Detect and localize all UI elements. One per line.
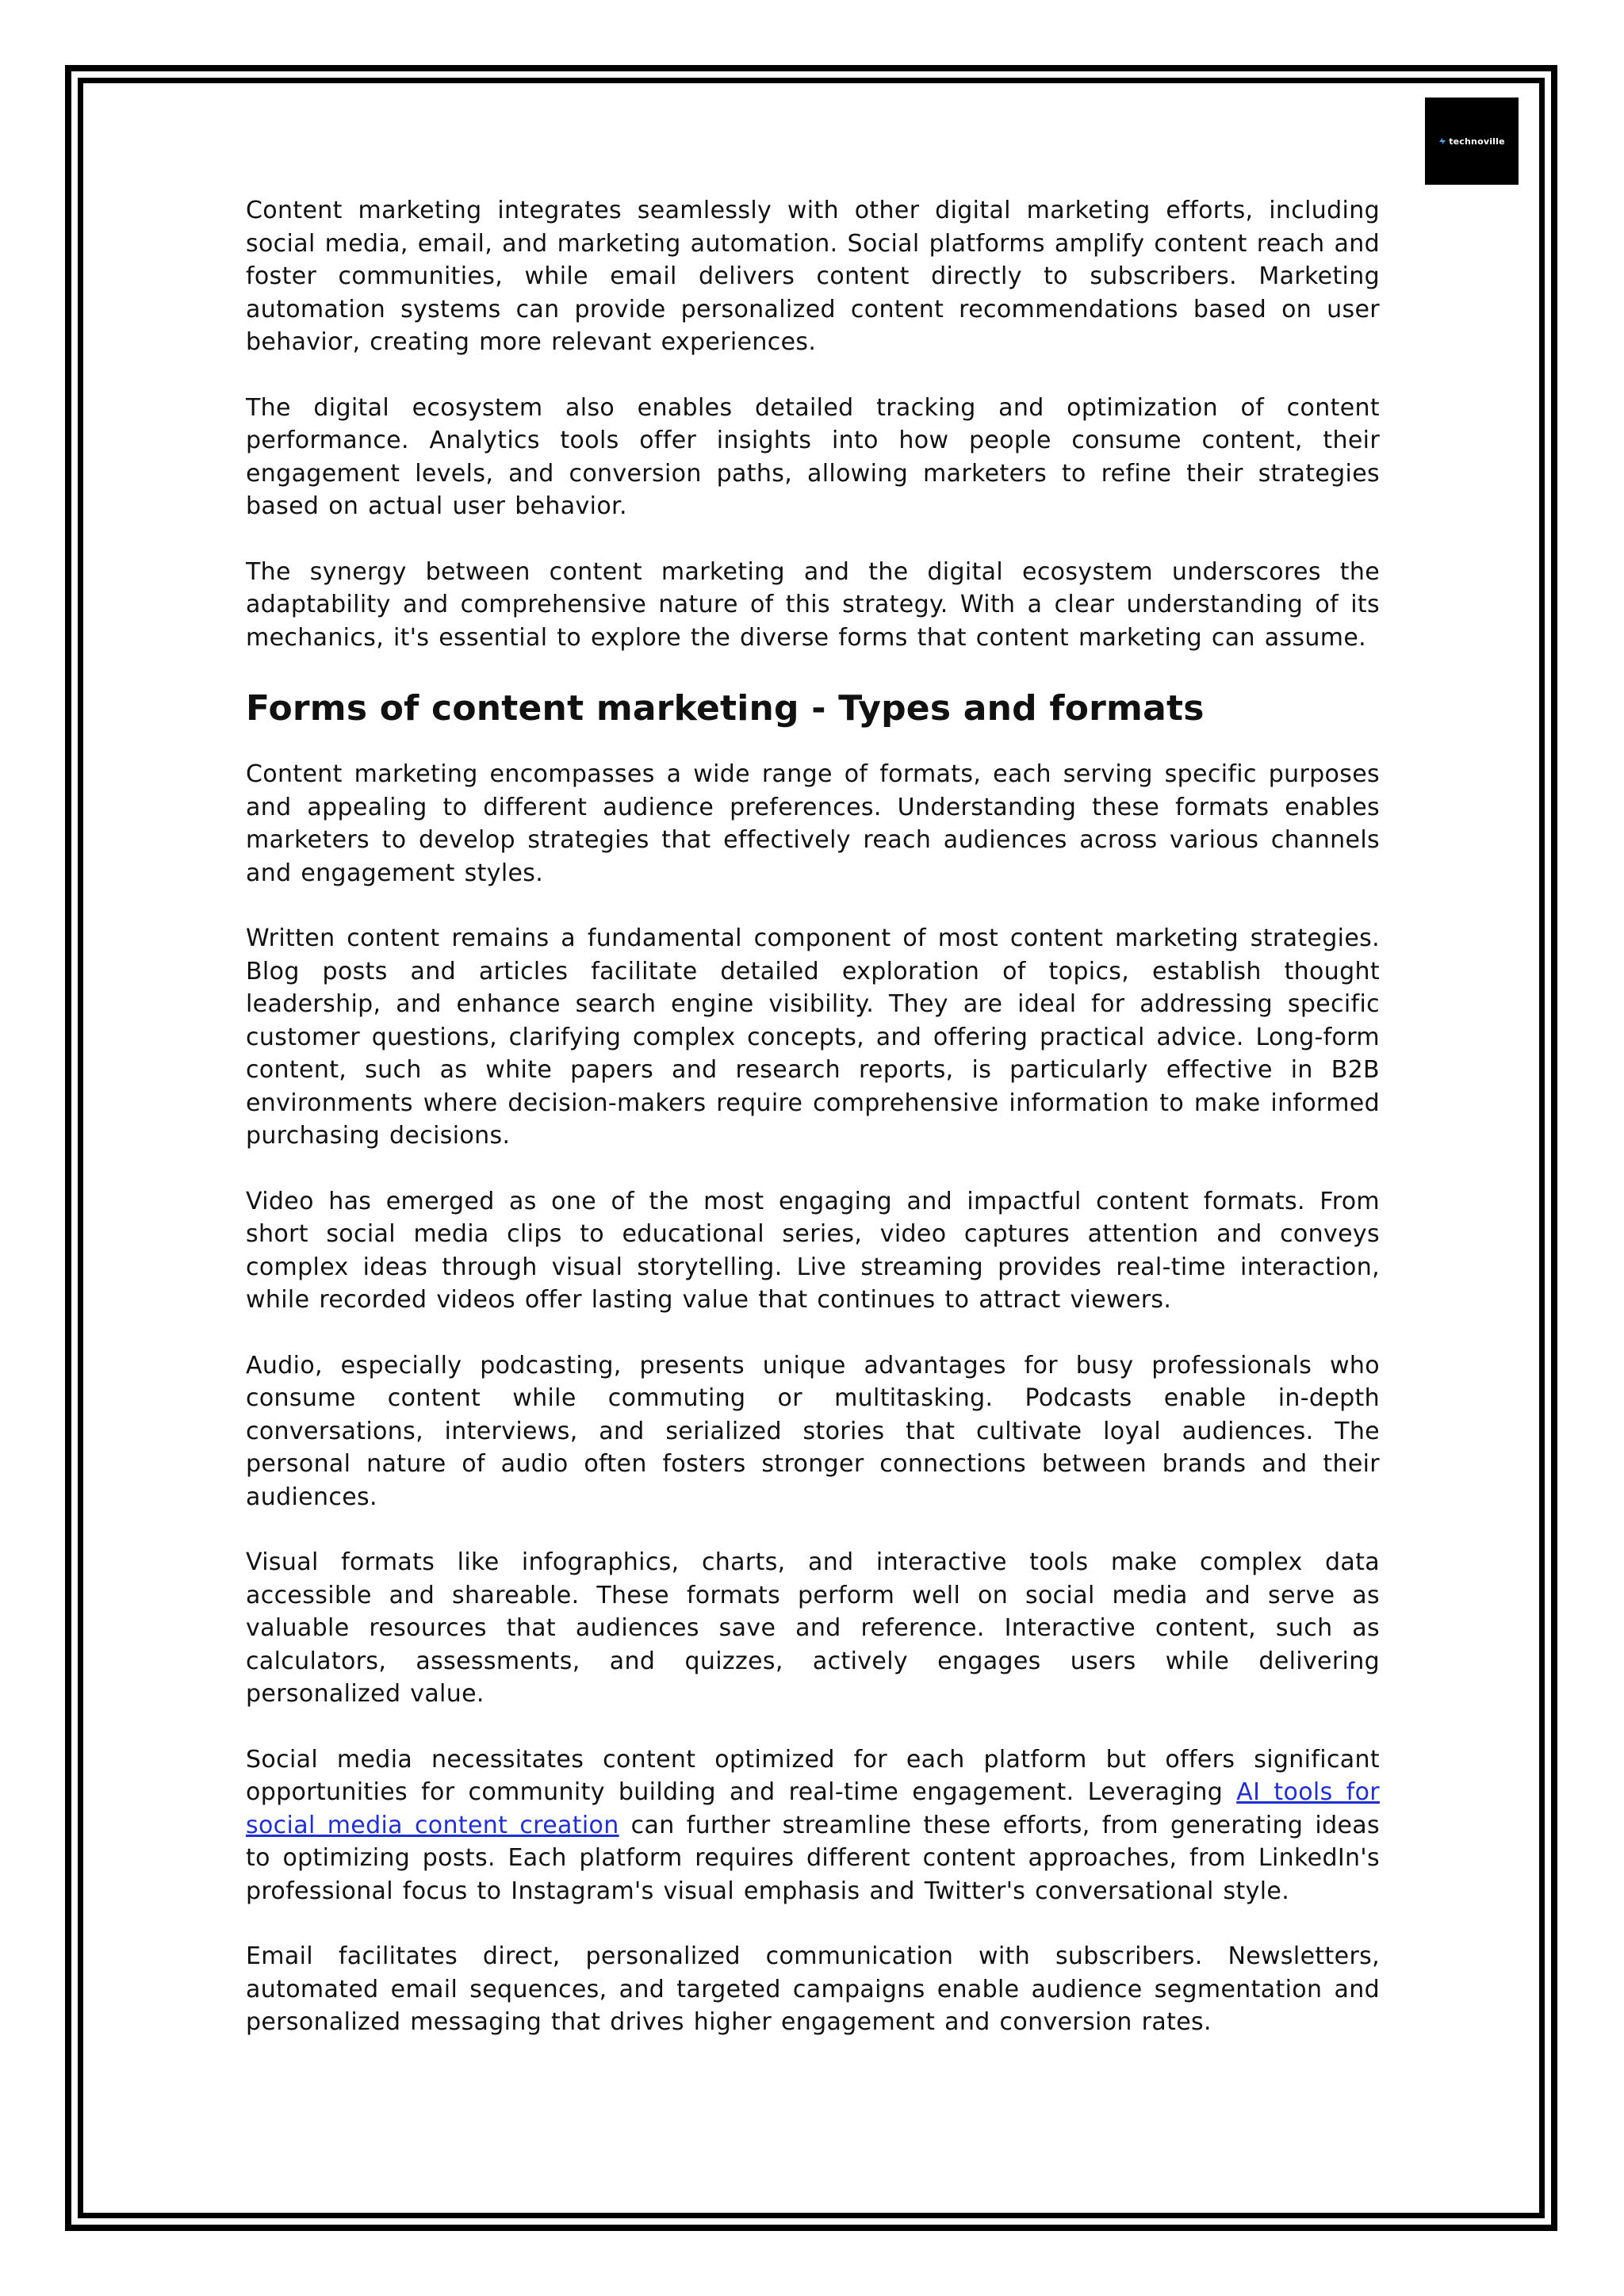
social-text-before: Social media necessitates content optimized for each platform but offers significant opportunities for community building and real-time engagement. Leveraging bbox=[246, 1745, 1380, 1806]
bolt-icon bbox=[1438, 137, 1446, 145]
ai-tools-link[interactable]: AI tools for social media content creation bbox=[246, 1778, 1380, 1839]
section-heading: Forms of content marketing - Types and formats bbox=[246, 688, 1205, 729]
paragraph-formats-intro: Content marketing encompasses a wide range of formats, each serving specific purposes and appealing to different audience preferences. Understanding these formats enables marketers to develop strategies that effectively reach audiences across various channels and engagement styles. bbox=[246, 760, 1380, 887]
paragraph-visual-formats: Visual formats like infographics, charts, and interactive tools make complex data accessible and shareable. These formats perform well on social media and serve as valuable resources that audiences save and reference. Interactive content, such as calculators, assessments, and quizzes, actively engages users while delivering personalized value. bbox=[246, 1548, 1380, 1708]
document-body bbox=[246, 194, 1380, 2072]
paragraph-synergy: The synergy between content marketing and the digital ecosystem underscores the adaptability and comprehensive nature of this strategy. With a clear understanding of its mechanics, it's essential to explore the diverse forms that content marketing can assume. bbox=[246, 557, 1380, 652]
logo-text: technoville bbox=[1449, 136, 1505, 147]
social-text-after: can further streamline these efforts, from generating ideas to optimizing posts. Each platform requires different content approaches, from LinkedIn's professional focus to Instagram's visual emphasis and Twitter's conversational style. bbox=[246, 1811, 1380, 1905]
paragraph-written-content: Written content remains a fundamental component of most content marketing strategies. Blog posts and articles facilitate detailed exploration of topics, establish thought leadership, and enhance search engine visibility. They are ideal for addressing specific customer questions, clarifying complex concepts, and offering practical advice. Long-form content, such as white papers and research reports, is particularly effective in B2B environments where decision-makers require comprehensive information to make informed purchasing decisions. bbox=[246, 924, 1380, 1150]
paragraph-email: Email facilitates direct, personalized communication with subscribers. Newsletters, automated email sequences, and targeted campaigns enable audience segmentation and personalized messaging that drives higher engagement and conversion rates. bbox=[246, 1942, 1380, 2036]
technoville-logo bbox=[1425, 98, 1519, 185]
paragraph-tracking: The digital ecosystem also enables detailed tracking and optimization of content performance. Analytics tools offer insights into how people consume content, their engagement levels, and conversion paths, allowing marketers to refine their strategies based on actual user behavior. bbox=[246, 393, 1380, 520]
paragraph-audio: Audio, especially podcasting, presents unique advantages for busy professionals who consume content while commuting or multitasking. Podcasts enable in-depth conversations, interviews, and serialized stories that cultivate loyal audiences. The personal nature of audio often fosters stronger connections between brands and their audiences. bbox=[246, 1351, 1380, 1511]
paragraph-video: Video has emerged as one of the most engaging and impactful content formats. From short social media clips to educational series, video captures attention and conveys complex ideas through visual storytelling. Live streaming provides real-time interaction, while recorded videos offer lasting value that continues to attract viewers. bbox=[246, 1187, 1380, 1314]
paragraph-integration: Content marketing integrates seamlessly with other digital marketing efforts, including social media, email, and marketing automation. Social platforms amplify content reach and foster communities, while email delivers content directly to subscribers. Marketing automation systems can provide personalized content recommendations based on user behavior, creating more relevant experiences. bbox=[246, 197, 1380, 356]
paragraph-social-media bbox=[246, 1743, 1380, 1908]
